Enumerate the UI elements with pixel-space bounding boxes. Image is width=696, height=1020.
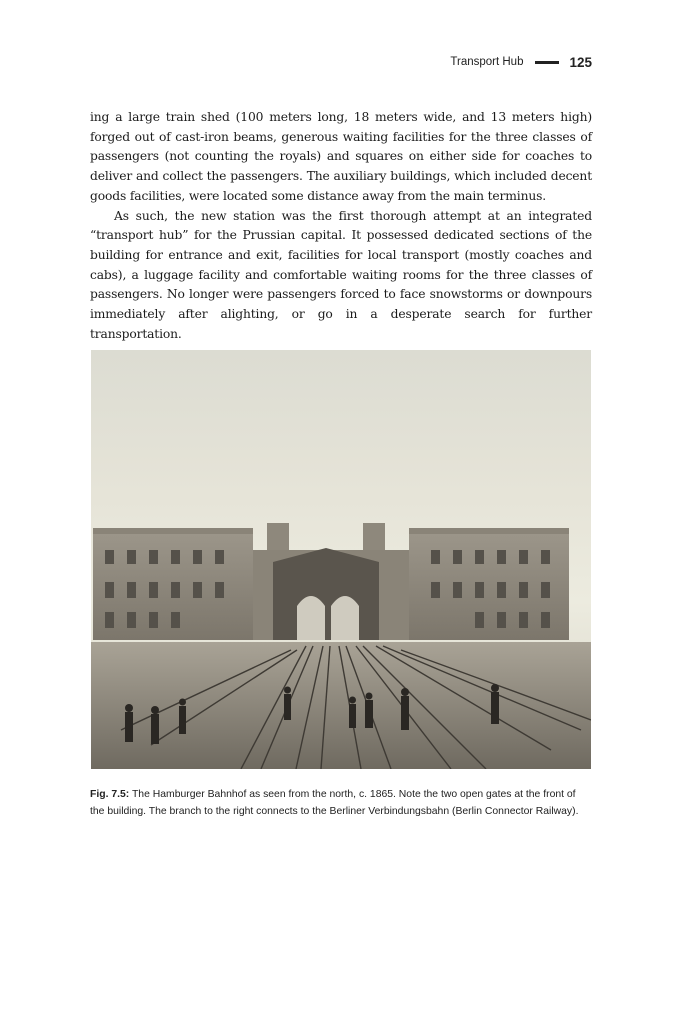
running-title: Transport Hub <box>450 56 524 68</box>
figure-photo-hamburger-bahnhof <box>91 350 591 769</box>
page-number: 125 <box>569 54 592 70</box>
paragraph-1: ing a large train shed (100 meters long, 18 meters wide, and 13 meters high) forged out of cast-iron beams, generous waiting facilities for the three classes of passengers (not counting the royals) and squares on either side for coaches to deliver and collect the passengers. The auxiliary buildings, which included decent goods facilities, were located some distance away from the main terminus. <box>90 110 592 203</box>
running-header <box>90 52 592 72</box>
body-text <box>90 108 592 344</box>
figure-label: Fig. 7.5: <box>90 789 130 800</box>
header-rule <box>535 61 559 64</box>
figure-caption <box>90 787 590 820</box>
figure-caption-text: The Hamburger Bahnhof as seen from the north, c. 1865. Note the two open gates at the front of the building. The branch to the right connects to the Berliner Verbindungsbahn (Berlin Connector Railway). <box>90 789 579 817</box>
paragraph-2: As such, the new station was the first thorough attempt at an integrated “transport hub” for the Prussian capital. It possessed dedicated sections of the building for entrance and exit, facilities for local transport (mostly coaches and cabs), a luggage facility and comfortable waiting rooms for the three classes of passengers. No longer were passengers forced to face snowstorms or downpours immediately after alighting, or go in a desperate search for further transportation. <box>90 208 592 341</box>
station-photo-illustration <box>91 350 591 769</box>
